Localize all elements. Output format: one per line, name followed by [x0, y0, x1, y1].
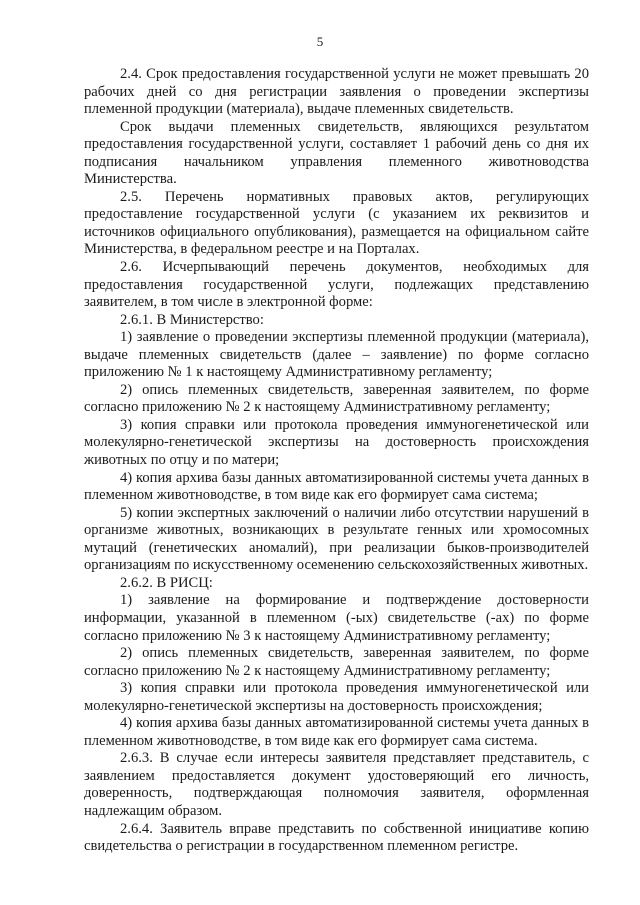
- list-item-risc-2: 2) опись племенных свидетельств, заверенная заявителем, по форме согласно приложению № 2 к настоящему Административному регламенту;: [84, 645, 589, 679]
- list-item-ministry-1: 1) заявление о проведении экспертизы племенной продукции (материала), выдаче племенных свидетельств (далее – заявление) по форме согласно приложению № 1 к настоящему Административному регламенту;: [84, 329, 589, 381]
- list-item-ministry-2: 2) опись племенных свидетельств, заверенная заявителем, по форме согласно приложению № 2 к настоящему Административному регламенту;: [84, 381, 589, 416]
- document-body: [84, 66, 589, 856]
- paragraph-issue-term: Срок выдачи племенных свидетельств, являющихся результатом предоставления государственной услуги, составляет 1 рабочий день со дня их подписания начальником управления племенного животноводства Министерства.: [84, 118, 589, 188]
- section-heading-2-6-1: 2.6.1. В Министерство:: [120, 311, 264, 328]
- list-item-ministry-5: 5) копии экспертных заключений о наличии либо отсутствии нарушений в организме животных, возникающих в результате генных или хромосомных мутаций (генетических аномалий), при реализации быков-производителей организациям по искусственному осеменению сельскохозяйственных животных.: [84, 504, 589, 574]
- list-item-ministry-3: 3) копия справки или протокола проведения иммуногенетической или молекулярно-генетической экспертизы на достоверность происхождения животных по отцу и по матери;: [84, 416, 589, 469]
- list-item-risc-1: 1) заявление на формирование и подтверждение достоверности информации, указанной в племенном (-ых) свидетельстве (-ах) по форме согласно приложению № 3 к настоящему Административному регламенту;: [84, 592, 589, 644]
- page-number: 5: [316, 34, 324, 49]
- section-heading-2-6-2: 2.6.2. В РИСЦ:: [120, 574, 213, 591]
- paragraph-2-6-3: 2.6.3. В случае если интересы заявителя представляет представитель, с заявлением предоставляется документ удостоверяющий его личность, доверенность, подтверждающая полномочия заявителя, оформленная надлежащим образом.: [84, 750, 589, 819]
- list-item-risc-3: 3) копия справки или протокола проведения иммуногенетической или молекулярно-генетической экспертизы на достоверность происхождения;: [84, 680, 589, 714]
- paragraph-2-5: 2.5. Перечень нормативных правовых актов, регулирующих предоставление государственной услуги (с указанием их реквизитов и источников официального опубликования), размещается на официальном сайте Министерства, в федеральном реестре и на Порталах.: [84, 188, 589, 258]
- paragraph-2-6-4: 2.6.4. Заявитель вправе представить по собственной инициативе копию свидетельства о регистрации в государственном племенном регистре.: [84, 820, 589, 855]
- list-item-risc-4: 4) копия архива базы данных автоматизированной системы учета данных в племенном животноводстве, в том виде как его формирует сама система.: [84, 715, 589, 749]
- list-item-ministry-4: 4) копия архива базы данных автоматизированной системы учета данных в племенном животноводстве, в том виде как его формирует сама система;: [84, 469, 589, 504]
- paragraph-2-4: 2.4. Срок предоставления государственной услуги не может превышать 20 рабочих дней со дня регистрации заявления о проведении экспертизы племенной продукции (материала), выдаче племенных свидетельств.: [84, 66, 589, 118]
- paragraph-2-6: 2.6. Исчерпывающий перечень документов, необходимых для предоставления государственной услуги, подлежащих представлению заявителем, в том числе в электронной форме:: [84, 259, 589, 311]
